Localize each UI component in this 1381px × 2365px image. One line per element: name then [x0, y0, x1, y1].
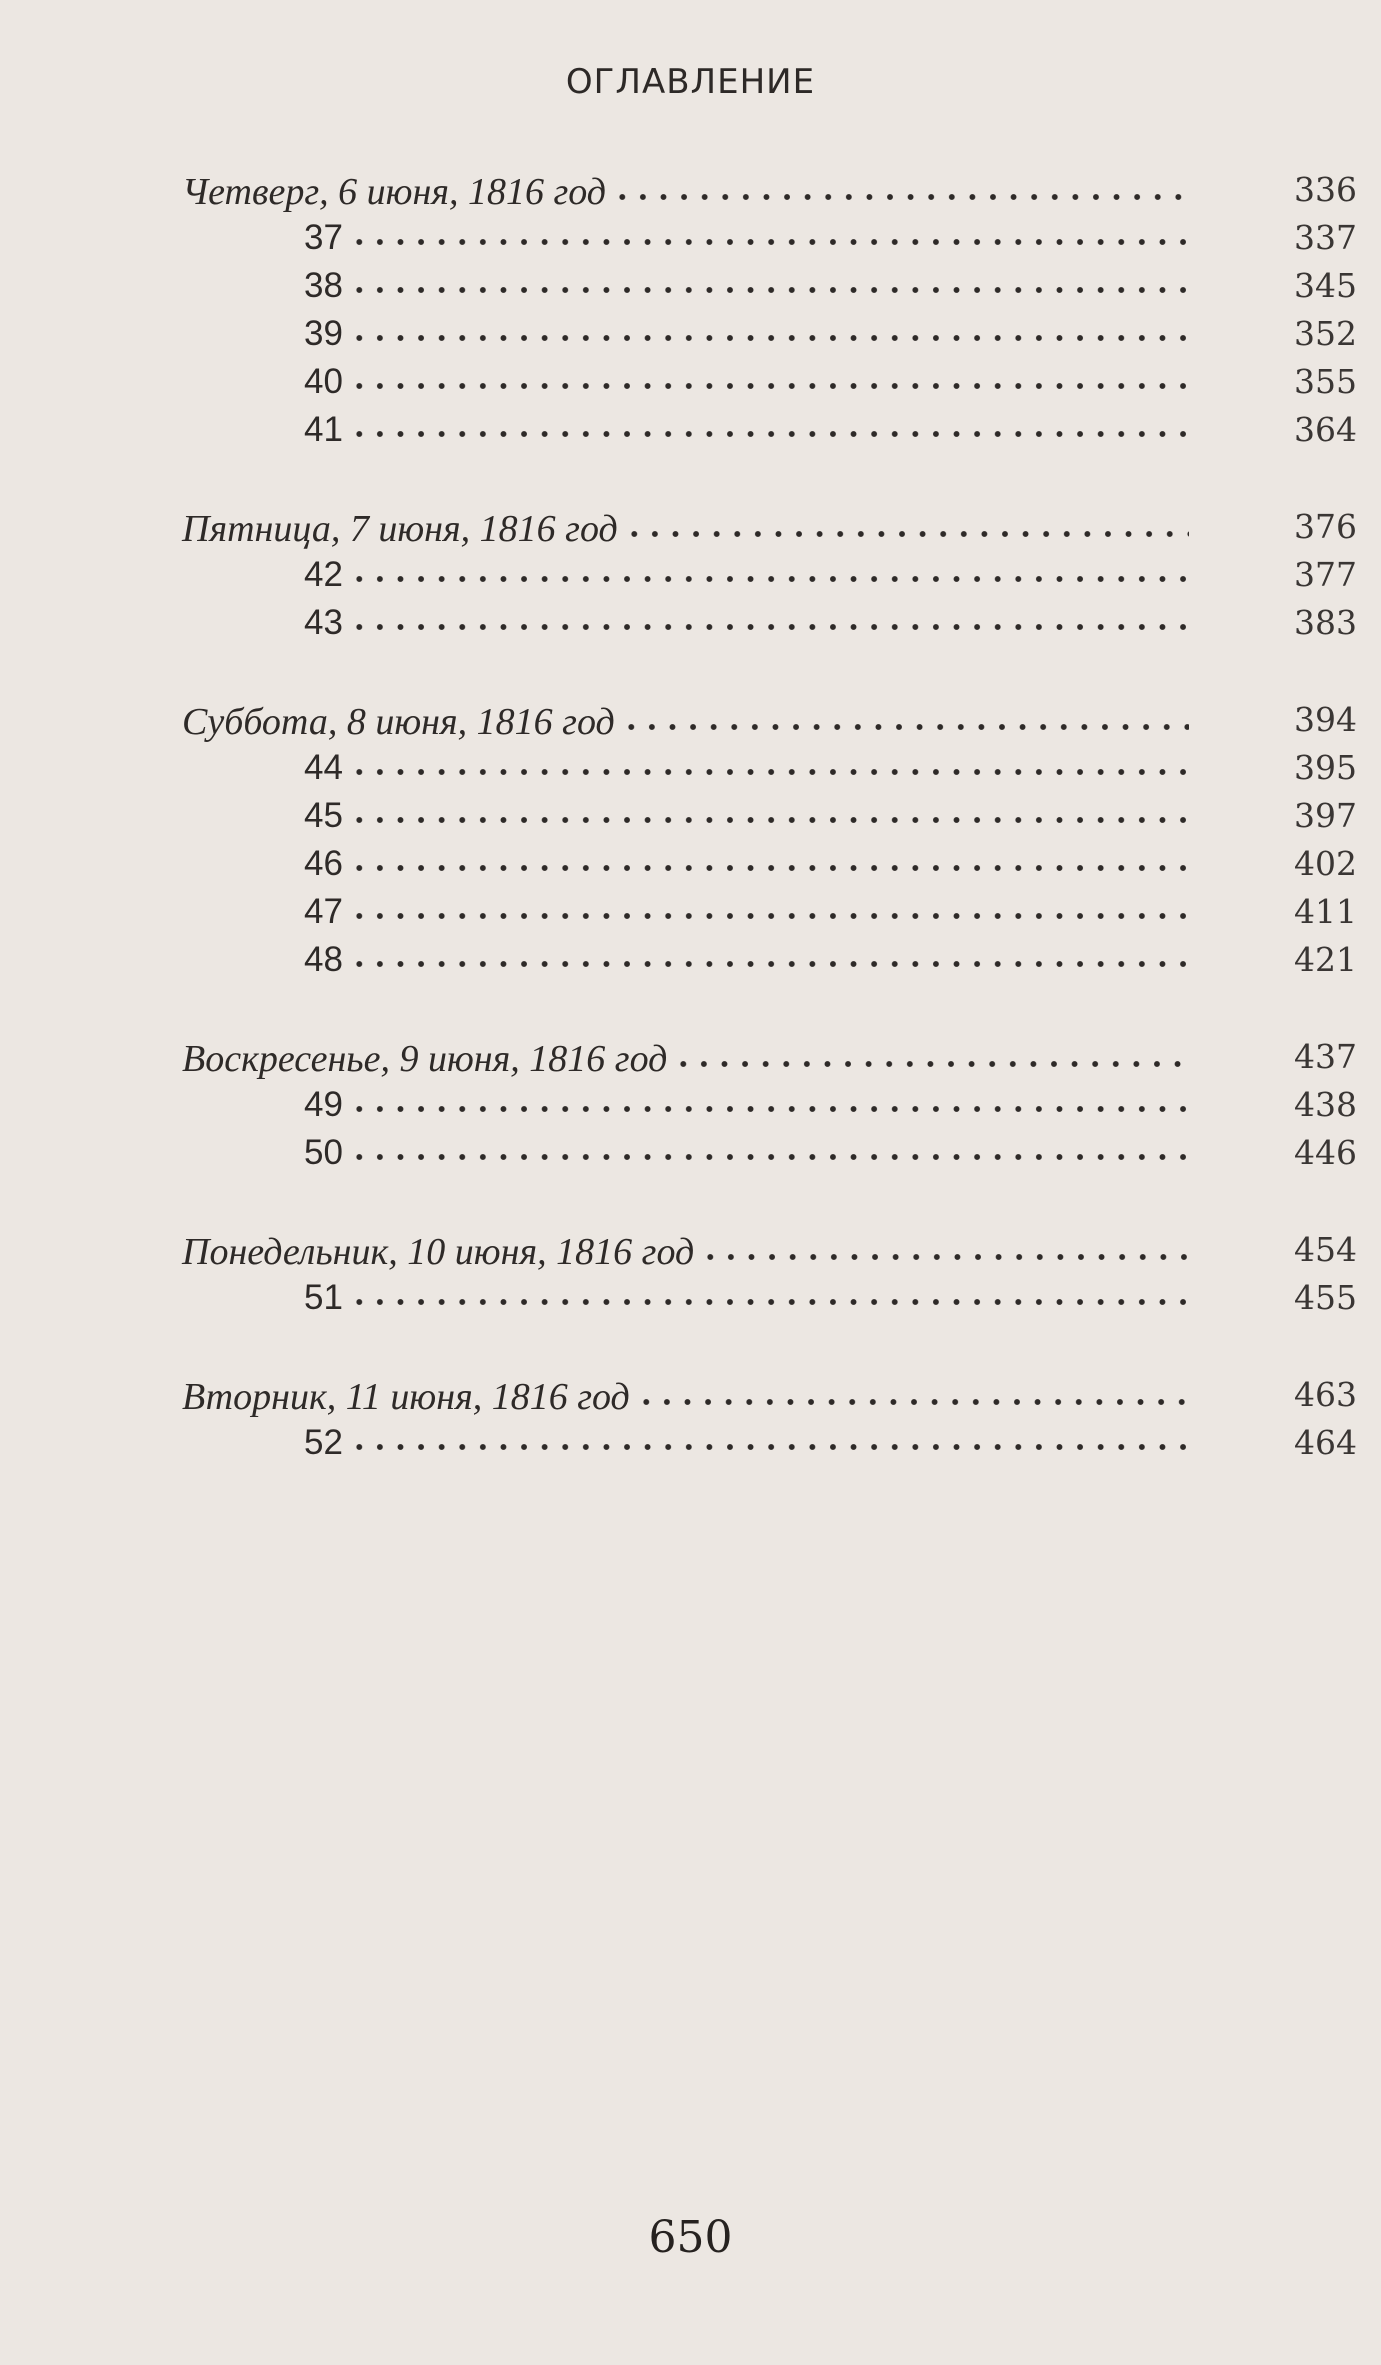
toc-entry-label: 43	[304, 603, 343, 642]
toc-entry-label: 40	[304, 362, 343, 401]
toc-day-entry[interactable]	[182, 507, 1357, 557]
toc-entry-page: 337	[1294, 218, 1357, 257]
toc-entry-page: 454	[1294, 1230, 1357, 1269]
toc-chapter-entry[interactable]	[182, 218, 1357, 268]
toc-entry-page: 345	[1294, 266, 1357, 305]
toc-chapter-entry[interactable]	[182, 314, 1357, 364]
toc-entry-label: Суббота, 8 июня, 1816 год	[182, 701, 615, 743]
dot-leader	[636, 1397, 1189, 1407]
toc-entry-label: Пятница, 7 июня, 1816 год	[182, 508, 618, 550]
toc-chapter-entry[interactable]	[182, 940, 1357, 990]
dot-leader	[349, 1442, 1189, 1452]
toc-entry-label: Вторник, 11 июня, 1816 год	[182, 1376, 630, 1418]
toc-entry-label: 38	[304, 266, 343, 305]
dot-leader	[624, 529, 1189, 539]
toc-entry-page: 437	[1294, 1037, 1357, 1076]
dot-leader	[349, 815, 1189, 825]
toc-day-entry[interactable]	[182, 170, 1357, 220]
toc-chapter-entry[interactable]	[182, 1278, 1357, 1328]
toc-entry-label: 51	[304, 1278, 343, 1317]
dot-leader	[349, 1152, 1189, 1162]
toc-entry-page: 464	[1294, 1423, 1357, 1462]
toc-entry-page: 455	[1294, 1278, 1357, 1317]
toc-entry-label: Четверг, 6 июня, 1816 год	[182, 171, 607, 213]
dot-leader	[612, 192, 1189, 202]
toc-entry-page: 394	[1294, 700, 1357, 739]
toc-entry-page: 395	[1294, 748, 1357, 787]
toc-chapter-entry[interactable]	[182, 555, 1357, 605]
toc-entry-page: 438	[1294, 1085, 1357, 1124]
page-title: ОГЛАВЛЕНИЕ	[565, 62, 816, 102]
toc-entry-label: 50	[304, 1133, 343, 1172]
toc-entry-page: 463	[1294, 1375, 1357, 1414]
toc-chapter-entry[interactable]	[182, 410, 1357, 460]
dot-leader	[349, 285, 1189, 295]
dot-leader	[349, 767, 1189, 777]
toc-entry-label: 49	[304, 1085, 343, 1124]
dot-leader	[349, 429, 1189, 439]
toc-entry-label: 39	[304, 314, 343, 353]
page-number: 650	[648, 2212, 733, 2263]
toc-day-entry[interactable]	[182, 1037, 1357, 1087]
toc-entry-page: 376	[1294, 507, 1357, 546]
toc-entry-page: 411	[1294, 892, 1357, 931]
toc-entry-page: 383	[1294, 603, 1357, 642]
dot-leader	[349, 959, 1189, 969]
toc-chapter-entry[interactable]	[182, 1133, 1357, 1183]
toc-entry-label: 42	[304, 555, 343, 594]
toc-entry-page: 352	[1294, 314, 1357, 353]
toc-entry-page: 355	[1294, 362, 1357, 401]
toc-entry-page: 421	[1294, 940, 1357, 979]
toc-entry-label: 45	[304, 796, 343, 835]
dot-leader	[349, 574, 1189, 584]
dot-leader	[349, 1297, 1189, 1307]
dot-leader	[673, 1059, 1189, 1069]
toc-chapter-entry[interactable]	[182, 362, 1357, 412]
toc-chapter-entry[interactable]	[182, 266, 1357, 316]
dot-leader	[349, 863, 1189, 873]
toc-chapter-entry[interactable]	[182, 844, 1357, 894]
dot-leader	[349, 1104, 1189, 1114]
toc-day-entry[interactable]	[182, 1375, 1357, 1425]
toc-entry-page: 446	[1294, 1133, 1357, 1172]
toc-chapter-entry[interactable]	[182, 748, 1357, 798]
toc-entry-label: 44	[304, 748, 343, 787]
toc-entry-label: 48	[304, 940, 343, 979]
dot-leader	[349, 237, 1189, 247]
toc-entry-label: 37	[304, 218, 343, 257]
dot-leader	[349, 911, 1189, 921]
toc-entry-label: 47	[304, 892, 343, 931]
toc-entry-label: Понедельник, 10 июня, 1816 год	[182, 1231, 695, 1273]
dot-leader	[700, 1252, 1189, 1262]
toc-day-entry[interactable]	[182, 1230, 1357, 1280]
dot-leader	[621, 722, 1189, 732]
toc-chapter-entry[interactable]	[182, 892, 1357, 942]
toc-chapter-entry[interactable]	[182, 603, 1357, 653]
toc-entry-page: 377	[1294, 555, 1357, 594]
toc-entry-page: 336	[1294, 170, 1357, 209]
toc-entry-page: 402	[1294, 844, 1357, 883]
toc-chapter-entry[interactable]	[182, 1085, 1357, 1135]
toc-day-entry[interactable]	[182, 700, 1357, 750]
dot-leader	[349, 333, 1189, 343]
toc-chapter-entry[interactable]	[182, 796, 1357, 846]
toc-entry-page: 364	[1294, 410, 1357, 449]
toc-entry-label: 46	[304, 844, 343, 883]
dot-leader	[349, 622, 1189, 632]
toc-entry-label: 41	[304, 410, 343, 449]
toc-chapter-entry[interactable]	[182, 1423, 1357, 1473]
dot-leader	[349, 381, 1189, 391]
toc-entry-label: Воскресенье, 9 июня, 1816 год	[182, 1038, 668, 1080]
toc-entry-label: 52	[304, 1423, 343, 1462]
toc-entry-page: 397	[1294, 796, 1357, 835]
